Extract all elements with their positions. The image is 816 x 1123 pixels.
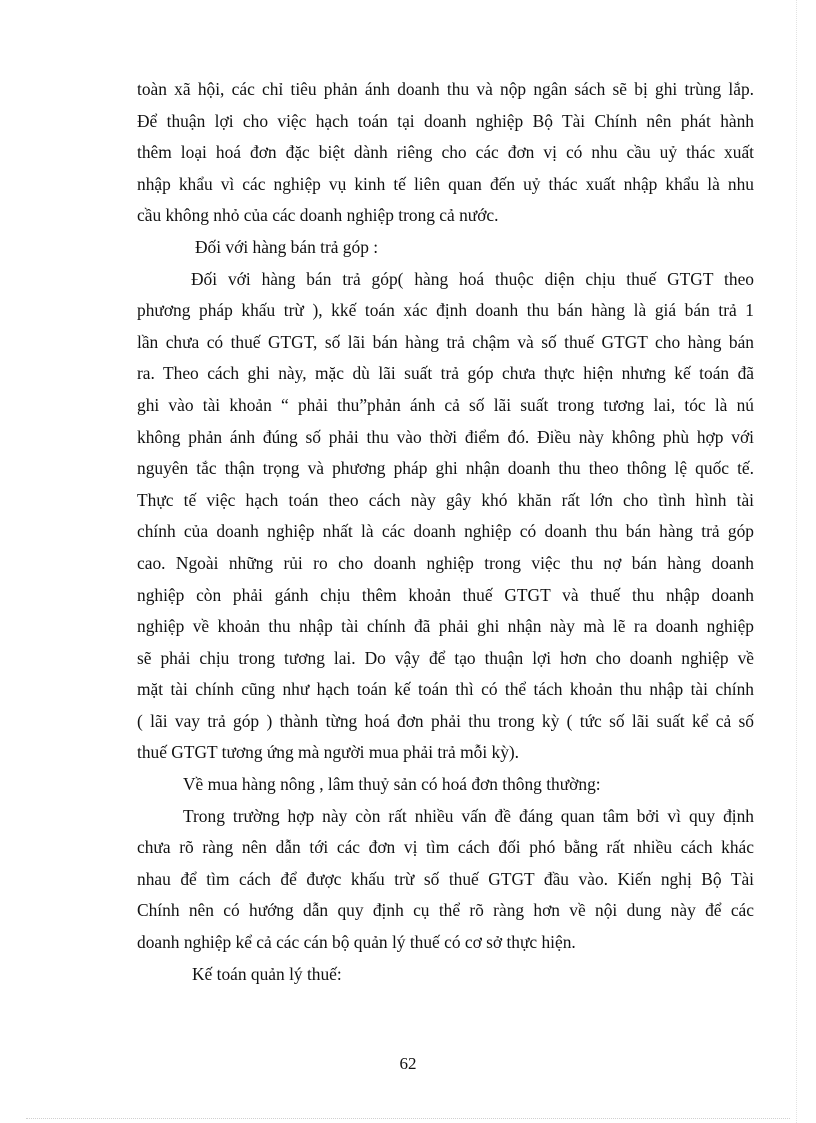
page-bottom-border (26, 1118, 790, 1119)
text-line: mặt tài chính cũng như hạch toán kế toán thì có thể tách khoản thu nhập tài chính (137, 679, 754, 700)
text-line: nghiệp về khoản thu nhập tài chính đã phải ghi nhận này mà lẽ ra doanh nghiệp (137, 616, 754, 637)
text-line: Đối với hàng bán trả góp : (195, 236, 379, 257)
text-line: Kế toán quản lý thuế: (192, 963, 342, 984)
page-number: 62 (399, 1054, 417, 1073)
paragraph-entrustment-invoice (137, 74, 754, 232)
paragraph-installment-sales (137, 264, 754, 770)
text-line: thuế GTGT tương ứng mà người mua phải trả mỗi kỳ). (137, 742, 520, 763)
text-line: Để thuận lợi cho việc hạch toán tại doanh nghiệp Bộ Tài Chính nên phát hành (137, 110, 754, 131)
text-line: toàn xã hội, các chỉ tiêu phản ánh doanh thu và nộp ngân sách sẽ bị ghi trùng lắp. (137, 79, 754, 99)
text-line: nhau để tìm cách để được khấu trừ số thuế GTGT đầu vào. Kiến nghị Bộ Tài (137, 868, 754, 889)
text-line: lần chưa có thuế GTGT, số lãi bán hàng trả chậm và số thuế GTGT cho hàng bán (137, 331, 754, 352)
text-line: nghiệp còn phải gánh chịu thêm khoản thuế GTGT và thuế thu nhập doanh (137, 584, 754, 605)
text-line: nguyên tắc thận trọng và phương pháp ghi nhận doanh thu theo thông lệ quốc tế. (137, 458, 754, 479)
body-text (137, 74, 754, 990)
heading-installment-sales (137, 232, 754, 264)
text-line: cầu không nhỏ của các doanh nghiệp trong cả nước. (137, 205, 499, 226)
text-line: doanh nghiệp kể cả các cán bộ quản lý thuế có cơ sở thực hiện. (137, 932, 576, 953)
text-line: không phản ánh đúng số phải thu vào thời điểm đó. Điều này không phù hợp với (137, 426, 754, 447)
text-line: phương pháp khấu trừ ), kkế toán xác định doanh thu bán hàng là giá bán trả 1 (137, 300, 754, 321)
text-line: Về mua hàng nông , lâm thuỷ sản có hoá đơn thông thường: (183, 774, 601, 795)
heading-tax-accounting (137, 959, 754, 991)
text-line: ( lãi vay trả góp ) thành từng hoá đơn phải thu trong kỳ ( tức số lãi suất kể cả số (137, 710, 754, 731)
text-line: sẽ phải chịu trong tương lai. Do vậy để tạo thuận lợi hơn cho doanh nghiệp về (137, 647, 754, 668)
heading-agri-purchase (137, 769, 754, 801)
text-line: Thực tế việc hạch toán theo cách này gây khó khăn rất lớn cho tình hình tài (137, 489, 754, 510)
text-line: chưa rõ ràng nên dẫn tới các đơn vị tìm cách đối phó bằng rất nhiều cách khác (137, 837, 754, 858)
text-line: cao. Ngoài những rủi ro cho doanh nghiệp trong việc thu nợ bán hàng doanh (137, 552, 754, 573)
page-side-border (796, 0, 797, 1123)
text-line: Chính nên có hướng dẫn quy định cụ thể rõ ràng hơn về nội dung này để các (137, 900, 754, 921)
text-line: ghi vào tài khoản “ phải thu”phản ánh cả số lãi suất trong tương lai, tóc là nú (137, 394, 754, 415)
text-line: Trong trường hợp này còn rất nhiều vấn đề đáng quan tâm bởi vì quy định (183, 805, 754, 826)
text-line: thêm loại hoá đơn đặc biệt dành riêng cho các đơn vị có nhu cầu uỷ thác xuất (137, 142, 754, 163)
paragraph-agri-purchase (137, 801, 754, 959)
text-line: ra. Theo cách ghi này, mặc dù lãi suất trả góp chưa thực hiện nhưng kế toán đã (137, 363, 754, 384)
text-line: nhập khẩu vì các nghiệp vụ kinh tế liên quan đến uỷ thác xuất nhập khẩu là nhu (137, 173, 754, 194)
text-line: chính của doanh nghiệp nhất là các doanh nghiệp có doanh thu bán hàng trả góp (137, 521, 754, 542)
text-line: Đối với hàng bán trả góp( hàng hoá thuộc diện chịu thuế GTGT theo (191, 268, 754, 289)
